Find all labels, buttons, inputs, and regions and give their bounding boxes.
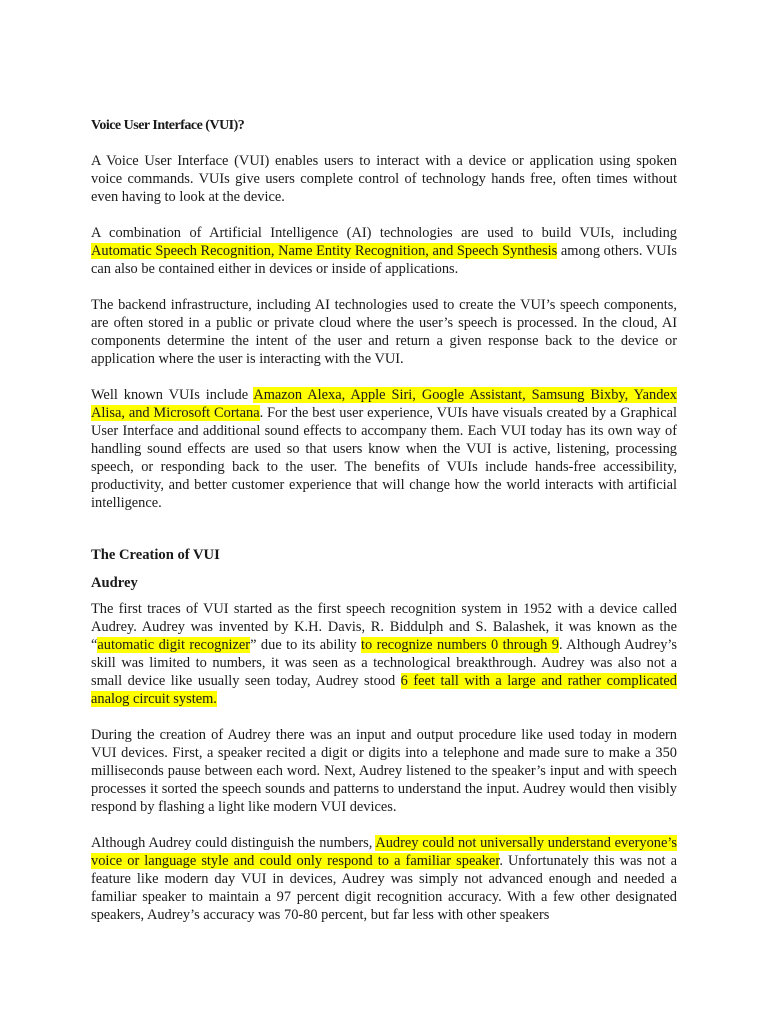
paragraph-audrey-history: [91, 600, 677, 708]
paragraph-text: . For the best user experience, VUIs have visuals created by a Graphical User Interface and additional sound effects to accompany them. Each VUI today has its own way of handling sound effects are used so that users know when the VUI is active, listening, processing speech, or responding back to the user. The benefits of VUIs include hands-free accessibility, productivity, and better customer experience that will change how the world interacts with artificial intelligence.: [91, 405, 678, 511]
paragraph-text: ” due to its ability: [250, 637, 361, 653]
highlighted-text: Automatic Speech Recognition, Name Entity Recognition, and Speech Synthesis: [91, 243, 558, 259]
document-title: Voice User Interface (VUI)?: [91, 118, 245, 133]
highlighted-text: to recognize numbers 0 through 9: [361, 637, 559, 653]
paragraph-text: among others. VUIs can also be contained either in devices or inside of applications.: [91, 243, 677, 277]
paragraph-audrey-procedure: During the creation of Audrey there was an input and output procedure like used today in modern VUI devices. First, a speaker recited a digit or digits into a telephone and made sure to make a 350 milliseconds pause between each word. Next, Audrey listened to the speaker’s input and with speech processes it sorted the speech sounds and patterns to understand the input. Audrey would then visibly respond by flashing a light like modern VUI devices.: [91, 727, 677, 815]
paragraph-audrey-limitations: [91, 834, 677, 924]
paragraph-text: . Unfortunately this was not a feature like modern day VUI in devices, Audrey was simply not advanced enough and needed a familiar speaker to maintain a 97 percent digit recognition accuracy. With a few other designated speakers, Audrey’s accuracy was 70-80 percent, but far less with other speakers: [91, 853, 677, 923]
highlighted-text: automatic digit recognizer: [97, 637, 251, 653]
paragraph-backend: The backend infrastructure, including AI technologies used to create the VUI’s speech components, are often stored in a public or private cloud where the user’s speech is processed. In the cloud, AI components determine the intent of the user and return a given response back to the device or application where the user is interacting with the VUI.: [91, 297, 677, 367]
section-heading: The Creation of VUI: [91, 547, 220, 563]
highlighted-text: Amazon Alexa, Apple Siri, Google Assistant, Samsung Bixby, Yandex Alisa, and Microsoft Cortana: [91, 387, 677, 421]
paragraph-text: Well known VUIs include: [91, 387, 254, 403]
highlighted-text: Audrey could not universally understand everyone’s voice or language style and could only respond to a familiar speaker: [91, 835, 677, 869]
paragraph-text: A combination of Artificial Intelligence (AI) technologies are used to build VUIs, including: [91, 225, 677, 241]
paragraph-text: Although Audrey could distinguish the numbers,: [91, 835, 376, 851]
subheading: Audrey: [91, 575, 138, 591]
paragraph-ai-technologies: [91, 224, 677, 278]
paragraph-text: . Although Audrey’s skill was limited to numbers, it was seen as a technological breakthrough. Audrey was also not a small device like usually seen today, Audrey stood: [91, 637, 677, 689]
paragraph-intro: A Voice User Interface (VUI) enables users to interact with a device or application using spoken voice commands. VUIs give users complete control of technology hands free, often times without even having to look at the device.: [91, 153, 677, 205]
highlighted-text: 6 feet tall with a large and rather complicated analog circuit system.: [91, 673, 677, 707]
paragraph-known-vuis: [91, 386, 677, 512]
paragraph-text: The first traces of VUI started as the first speech recognition system in 1952 with a device called Audrey. Audrey was invented by K.H. Davis, R. Biddulph and S. Balashek, it was known as the “: [91, 601, 677, 653]
